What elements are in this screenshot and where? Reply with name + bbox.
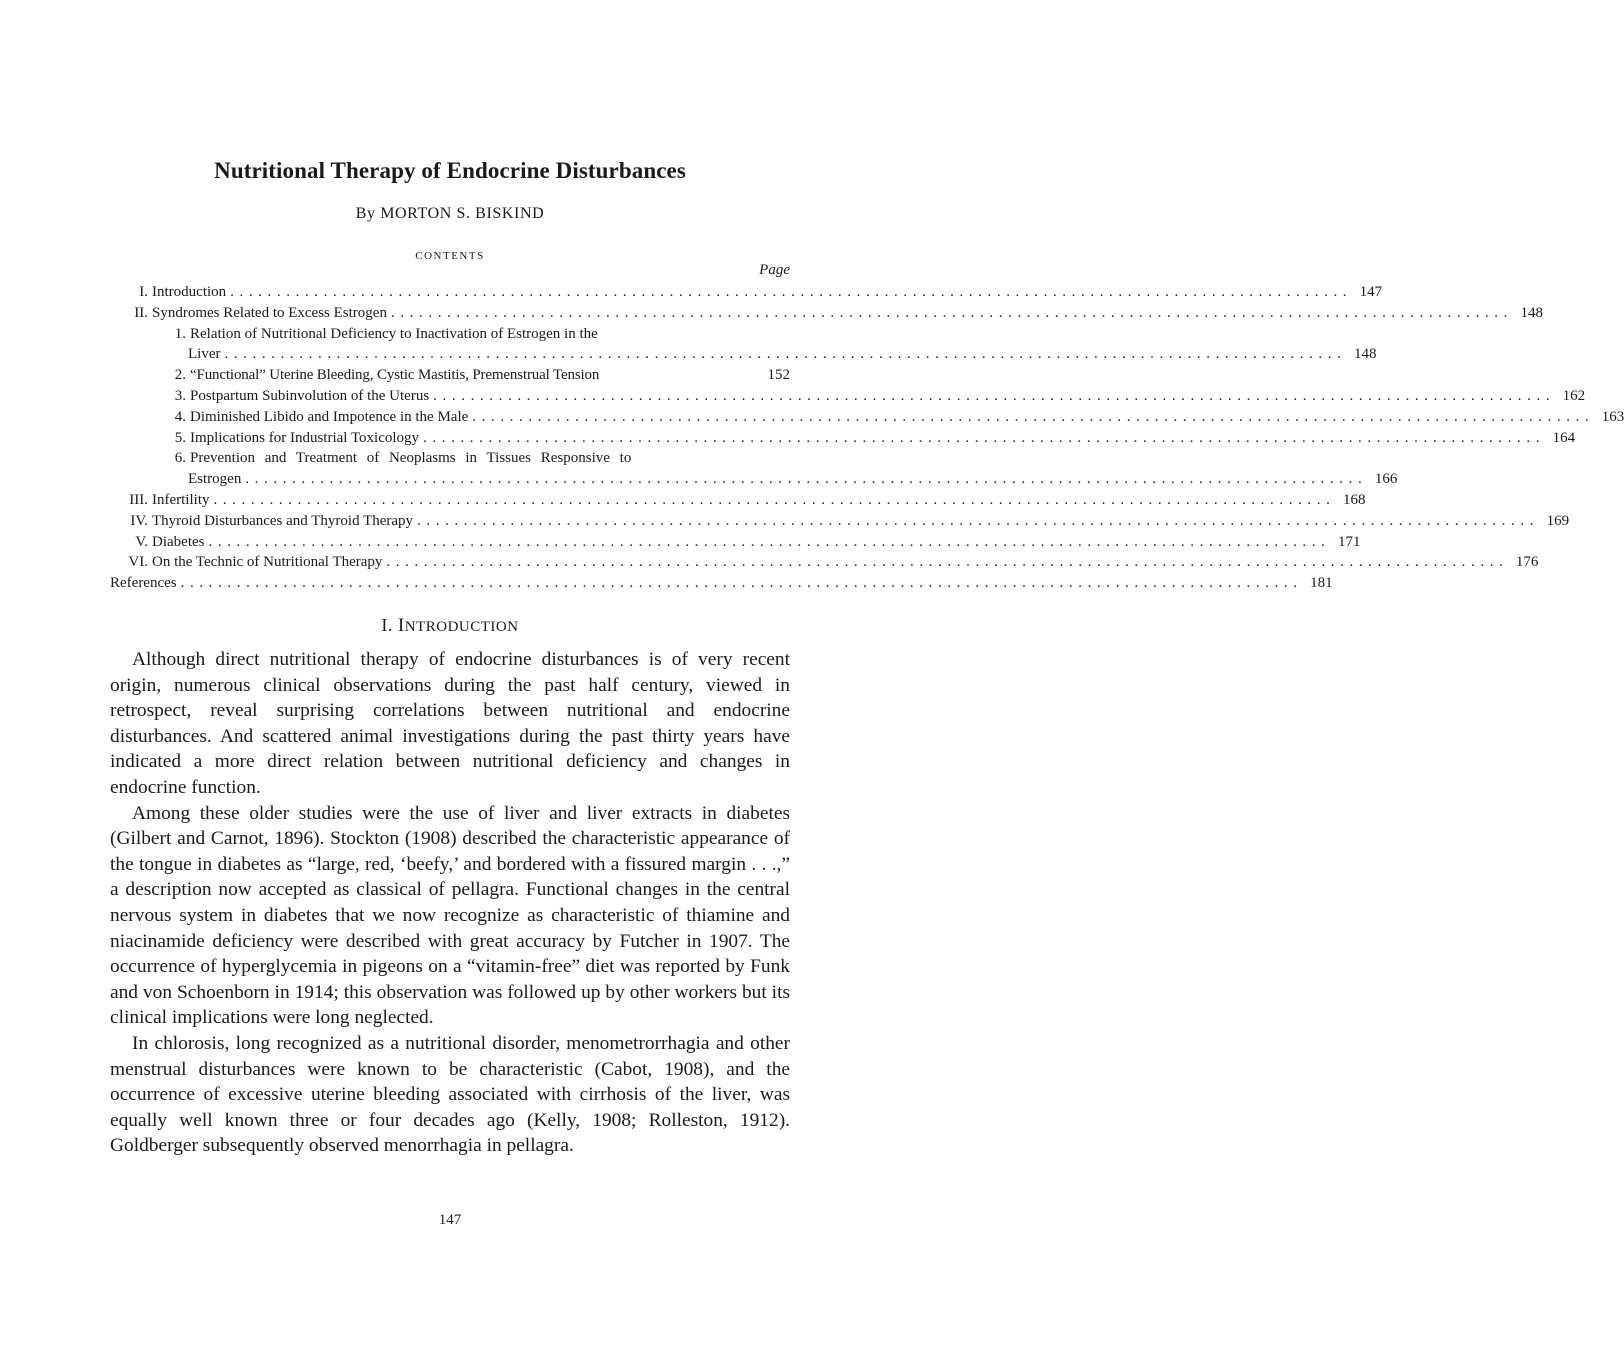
toc-entry[interactable] <box>110 511 1570 532</box>
toc-page: 181 <box>1310 575 1333 592</box>
toc-entry[interactable] <box>110 573 1333 594</box>
toc-entry[interactable] <box>110 365 790 386</box>
paragraph: Among these older studies were the use of liver and liver extracts in diabetes (Gilbert and Carnot, 1896). Stockton (1908) described the characteristic appearance of the tongue in diabetes as “large, red, ‘beefy,’ and bordered with a fissured margin . . .,” a description now accepted as classical of pellagra. Functional changes in the central nervous system in diabetes that we now recognize as characteristic of thiamine and niacinamide deficiency were described with great accuracy by Futcher in 1907. The occurrence of hyperglycemia in pigeons on a “vitamin-free” diet was reported by Funk and von Schoenborn in 1914; this observation was followed up by other workers but its clinical implications were long neglected. <box>110 802 790 1029</box>
toc-number: I. <box>139 284 148 300</box>
section-number: I. <box>381 615 393 635</box>
toc-leader-dots: ........................................................................................................................ <box>417 512 1540 529</box>
toc-title: Infertility <box>152 491 210 508</box>
toc-leader-dots: ........................................................................................................................ <box>433 387 1556 404</box>
toc-page: 147 <box>1359 284 1383 300</box>
toc-title: Syndromes Related to Excess Estrogen <box>152 304 387 321</box>
toc-page: 168 <box>1342 491 1366 508</box>
toc-entry[interactable] <box>110 552 1539 573</box>
section-title-initial: I <box>397 615 405 636</box>
toc-entry[interactable] <box>110 490 1366 511</box>
toc-number: II. <box>134 304 148 321</box>
toc-leader-dots: ........................................................................................................................ <box>472 408 1595 425</box>
paragraph: In chlorosis, long recognized as a nutritional disorder, menometrorrhagia and other menstrual disturbances were known to be characteristic (Cabot, 1908), and the occurrence of excessive uterine bleeding associated with cirrhosis of the liver, was equally well known three or four decades ago (Kelly, 1908; Rolleston, 1912). Goldberger subsequently observed menorrhagia in pellagra. <box>110 1032 790 1157</box>
toc-title: Postpartum Subinvolution of the Uterus <box>190 387 430 404</box>
toc-page: 176 <box>1515 554 1539 571</box>
section-heading <box>110 615 790 637</box>
toc-title: “Functional” Uterine Bleeding, Cystic Mastitis, Premenstrual Tension <box>190 367 600 384</box>
toc-title: On the Technic of Nutritional Therapy <box>152 554 383 571</box>
toc-leader-dots: ........................................................................................................................ <box>208 533 1331 550</box>
toc-number: 3. <box>174 387 186 404</box>
article-title: Nutritional Therapy of Endocrine Disturbances <box>214 158 686 183</box>
toc-entry[interactable] <box>110 448 790 469</box>
toc-leader-dots: ........................................................................................................................ <box>386 554 1509 571</box>
toc-leader-dots: ........................................................................................................................ <box>423 429 1546 446</box>
toc-title: Diabetes <box>152 533 205 550</box>
page-number: 147 <box>438 1212 462 1228</box>
toc-title: References <box>110 575 177 592</box>
toc-page: 169 <box>1546 512 1570 529</box>
toc-leader-dots: ........................................................................................................................ <box>245 471 1368 488</box>
toc-entry[interactable] <box>110 303 1543 324</box>
toc-title: Introduction <box>152 284 227 300</box>
toc-page: 166 <box>1374 471 1398 488</box>
toc-page: 171 <box>1337 533 1361 550</box>
toc-entry[interactable] <box>110 386 1586 407</box>
author-name: MORTON S. BISKIND <box>380 205 545 222</box>
toc-page: 164 <box>1552 429 1576 446</box>
toc-leader-dots: ........................................................................................................................ <box>390 304 1513 321</box>
toc-number: 5. <box>174 429 186 446</box>
table-of-contents <box>110 282 1624 594</box>
toc-page: 152 <box>767 367 790 384</box>
paragraph: Although direct nutritional therapy of endocrine disturbances is of very recent origin, numerous clinical observations during the past half century, viewed in retrospect, reveal surprising correlations between nutritional and endocrine disturbances. And scattered animal investigations during the past thirty years have indicated a more direct relation between nutritional deficiency and changes in endocrine function. <box>110 649 790 798</box>
toc-number: V. <box>135 533 148 550</box>
author-byline <box>110 205 790 223</box>
toc-entry-continuation[interactable] <box>110 469 1398 490</box>
toc-page: 148 <box>1520 304 1543 321</box>
toc-number: 2. <box>174 367 186 384</box>
toc-entry-continuation[interactable] <box>110 344 1377 365</box>
toc-entry[interactable] <box>110 428 1576 449</box>
toc-leader-dots: ........................................................................................................................ <box>224 346 1347 363</box>
toc-number: 4. <box>174 408 186 425</box>
toc-title: Diminished Libido and Impotence in the Male <box>190 408 469 425</box>
author-prefix: By <box>355 205 376 222</box>
toc-number: 1. <box>174 325 186 342</box>
toc-number: IV. <box>130 512 148 529</box>
toc-title: Thyroid Disturbances and Thyroid Therapy <box>152 512 414 529</box>
toc-entry[interactable] <box>110 407 1624 428</box>
toc-page: 162 <box>1562 387 1586 404</box>
toc-page: 163 <box>1601 408 1624 425</box>
toc-leader-dots: ........................................................................................................................ <box>213 491 1336 508</box>
toc-title: Relation of Nutritional Deficiency to Inactivation of Estrogen in the <box>190 325 598 342</box>
toc-entry[interactable] <box>110 282 1383 303</box>
toc-title-continuation: Estrogen <box>188 471 242 488</box>
toc-entry[interactable] <box>110 532 1361 553</box>
toc-leader-dots: ........................................................................................................................ <box>180 575 1303 592</box>
toc-title: Prevention and Treatment of Neoplasms in Tissues Responsive to <box>190 450 632 467</box>
toc-entry[interactable] <box>110 324 790 345</box>
toc-number: VI. <box>128 554 148 571</box>
body-text <box>110 647 790 1159</box>
toc-title: Implications for Industrial Toxicology <box>190 429 420 446</box>
toc-number: III. <box>129 491 148 508</box>
toc-number: 6. <box>174 450 186 467</box>
toc-page: 148 <box>1353 346 1377 363</box>
toc-leader-dots: ........................................................................................................................ <box>230 284 1353 300</box>
contents-heading: CONTENTS <box>415 250 485 262</box>
toc-title-continuation: Liver <box>188 346 221 363</box>
page-column-label: Page <box>759 262 790 278</box>
section-title-rest: NTRODUCTION <box>404 619 519 635</box>
